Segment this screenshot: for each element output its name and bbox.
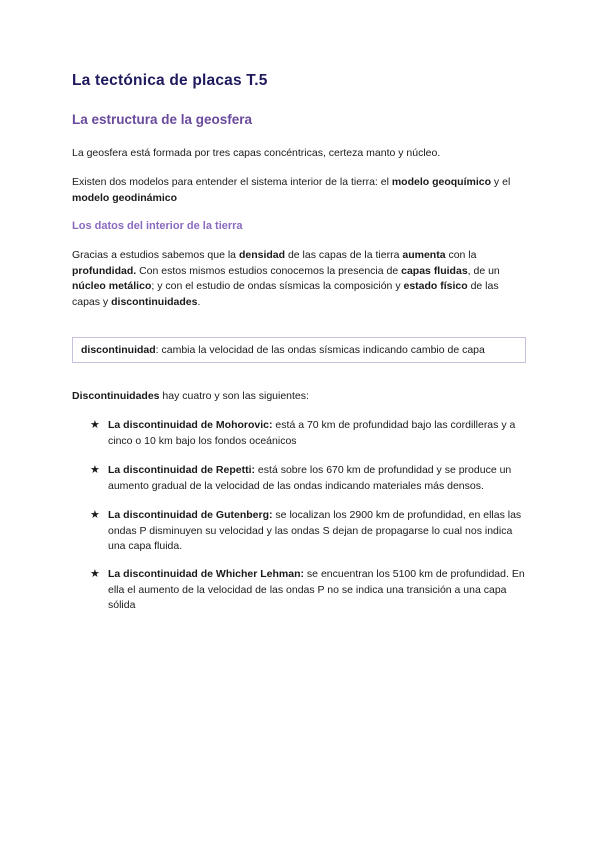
item-description: se encuentran los 5100 km de profundidad. En ella el aumento de la velocidad de las ondas P no se indica una transición a una capa sólida [108, 568, 525, 611]
list-item-text [108, 567, 528, 614]
bold-term: densidad [238, 249, 286, 261]
star-icon: ★ [90, 568, 100, 580]
item-description: está a 70 km de profundidad bajo las cordilleras y a cinco o 10 km bajo los fondos oceánicos [108, 419, 516, 447]
models-text: Existen dos modelos para entender el sistema interior de la tierra: el [72, 176, 392, 188]
definition-box [72, 337, 526, 363]
models-text-mid: y el [491, 176, 511, 188]
star-icon: ★ [90, 464, 100, 476]
section-title: La estructura de la geosfera [72, 112, 253, 127]
item-description: se localizan los 2900 km de profundidad, en ellas las ondas P disminuyen su velocidad y las ondas S dejan de propagarse lo cual nos indica una capa fluida. [108, 509, 522, 552]
text-span: , de un [467, 264, 500, 277]
star-icon: ★ [90, 419, 100, 431]
text-span: Gracias a estudios sabemos que la [72, 249, 239, 261]
intro-paragraph: La geosfera está formada por tres capas concéntricas, certeza manto y núcleo. [72, 147, 441, 159]
definition-term: discontinuidad [81, 344, 156, 356]
models-paragraph [72, 175, 528, 206]
text-span: . [197, 295, 201, 308]
discontinuities-intro [72, 389, 528, 405]
item-name: La discontinuidad de Whicher Lehman: [108, 568, 305, 580]
bold-term: aumenta [402, 249, 446, 261]
bold-term: profundidad. [72, 264, 137, 277]
text-span: de las capas y [72, 280, 499, 308]
bold-term: estado físico [403, 280, 468, 292]
bold-term: núcleo metálico [72, 280, 152, 292]
bold-term: discontinuidades [111, 295, 198, 308]
star-icon: ★ [90, 509, 100, 521]
item-name: La discontinuidad de Gutenberg: [108, 509, 273, 521]
list-item-text [108, 508, 528, 555]
text-span: con la [445, 249, 477, 261]
bold-term: Discontinuidades [72, 390, 160, 402]
definition-body: : cambia la velocidad de las ondas sísmicas indicando cambio de capa [155, 344, 485, 356]
list-item-text [108, 463, 528, 494]
model-geochemical: modelo geoquímico [391, 176, 492, 188]
list-item-text [108, 418, 528, 449]
page-title: La tectónica de placas T.5 [72, 72, 268, 89]
text-span: Con estos mismos estudios conocemos la presencia de [136, 264, 402, 277]
item-name: La discontinuidad de Repetti: [108, 464, 256, 476]
item-name: La discontinuidad de Mohorovic: [108, 419, 273, 431]
subsection-title: Los datos del interior de la tierra [72, 220, 243, 232]
text-span: de las capas de la tierra [285, 249, 403, 261]
bold-term: capas fluidas [401, 264, 468, 277]
model-geodynamic: modelo geodinámico [72, 191, 178, 204]
item-description: está sobre los 670 km de profundidad y se produce un aumento gradual de la velocidad de las ondas indicando materiales más densos. [108, 464, 512, 492]
definition-text [81, 343, 485, 358]
text-span: hay cuatro y son las siguientes: [159, 390, 309, 402]
text-span: ; y con el estudio de ondas sísmicas la composición y [151, 280, 404, 292]
data-paragraph [72, 248, 528, 310]
